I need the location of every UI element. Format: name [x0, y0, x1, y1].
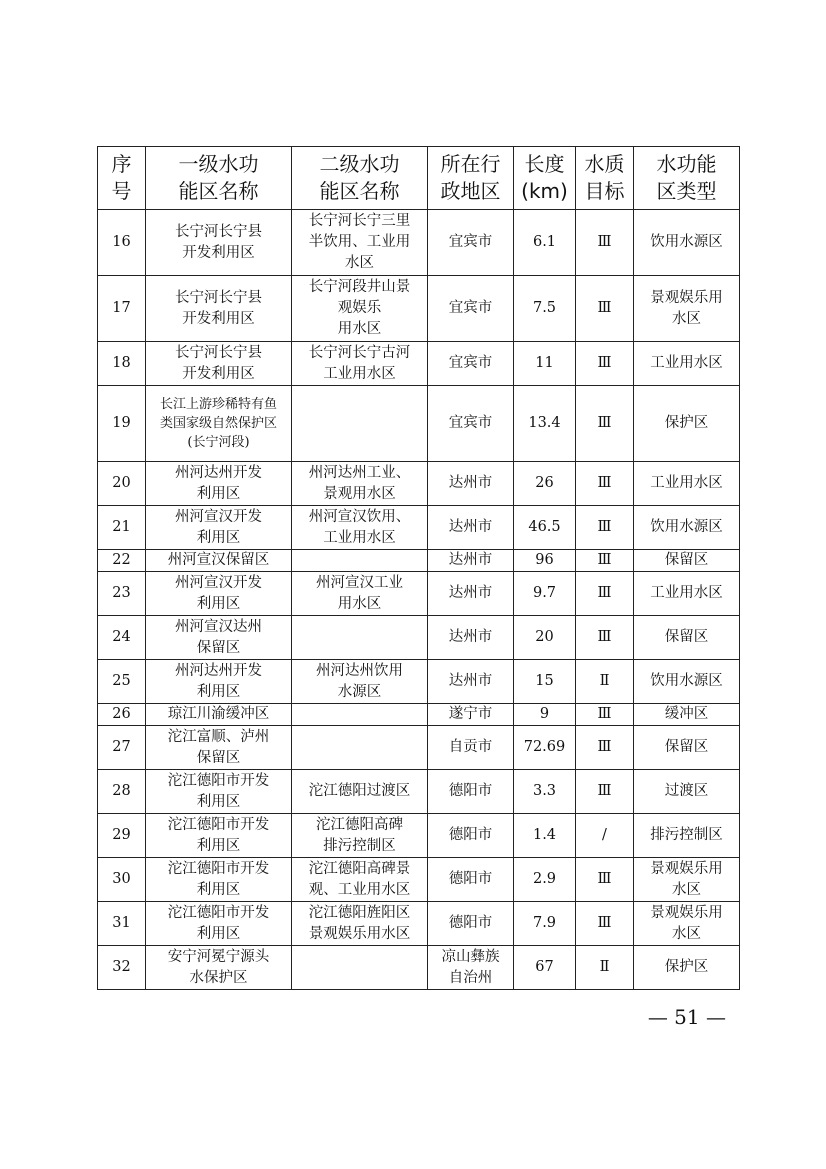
cell-zone-type: 排污控制区: [634, 814, 740, 858]
cell-index: 30: [98, 858, 146, 902]
cell-secondary-zone: 沱江德阳高碑景 观、工业用水区: [292, 858, 428, 902]
cell-water-quality: Ⅲ: [576, 858, 634, 902]
cell-index: 17: [98, 276, 146, 342]
cell-water-quality: Ⅲ: [576, 506, 634, 550]
cell-zone-type: 景观娱乐用 水区: [634, 276, 740, 342]
cell-admin-region: 达州市: [428, 572, 514, 616]
cell-primary-zone: 长宁河长宁县 开发利用区: [146, 276, 292, 342]
cell-secondary-zone: [292, 550, 428, 572]
cell-zone-type: 工业用水区: [634, 462, 740, 506]
cell-length: 72.69: [514, 726, 576, 770]
cell-water-quality: Ⅲ: [576, 616, 634, 660]
table-row: [98, 550, 740, 572]
cell-primary-zone: 长江上游珍稀特有鱼 类国家级自然保护区 (长宁河段): [146, 386, 292, 462]
cell-primary-zone: 州河宣汉开发 利用区: [146, 572, 292, 616]
cell-admin-region: 达州市: [428, 462, 514, 506]
cell-primary-zone: 沱江富顺、泸州 保留区: [146, 726, 292, 770]
table-header-row: [98, 147, 740, 210]
cell-zone-type: 保护区: [634, 946, 740, 990]
cell-admin-region: 德阳市: [428, 814, 514, 858]
cell-primary-zone: 州河宣汉开发 利用区: [146, 506, 292, 550]
cell-zone-type: 过渡区: [634, 770, 740, 814]
cell-water-quality: Ⅱ: [576, 660, 634, 704]
cell-primary-zone: 州河宣汉保留区: [146, 550, 292, 572]
cell-secondary-zone: 州河达州饮用 水源区: [292, 660, 428, 704]
cell-primary-zone: 州河达州开发 利用区: [146, 462, 292, 506]
cell-index: 27: [98, 726, 146, 770]
cell-index: 24: [98, 616, 146, 660]
cell-index: 23: [98, 572, 146, 616]
cell-index: 31: [98, 902, 146, 946]
table-row: [98, 342, 740, 386]
cell-secondary-zone: 沱江德阳旌阳区 景观娱乐用水区: [292, 902, 428, 946]
cell-primary-zone: 州河宣汉达州 保留区: [146, 616, 292, 660]
table-row: [98, 946, 740, 990]
header-secondary-zone: 二级水功 能区名称: [292, 147, 428, 210]
cell-admin-region: 自贡市: [428, 726, 514, 770]
cell-secondary-zone: [292, 704, 428, 726]
cell-zone-type: 工业用水区: [634, 572, 740, 616]
cell-zone-type: 缓冲区: [634, 704, 740, 726]
cell-length: 96: [514, 550, 576, 572]
cell-length: 1.4: [514, 814, 576, 858]
cell-length: 6.1: [514, 210, 576, 276]
table-row: [98, 660, 740, 704]
cell-zone-type: 饮用水源区: [634, 210, 740, 276]
cell-water-quality: Ⅲ: [576, 704, 634, 726]
cell-secondary-zone: 沱江德阳高碑 排污控制区: [292, 814, 428, 858]
cell-secondary-zone: [292, 386, 428, 462]
cell-secondary-zone: 州河宣汉饮用、 工业用水区: [292, 506, 428, 550]
table-row: [98, 210, 740, 276]
cell-index: 28: [98, 770, 146, 814]
cell-index: 26: [98, 704, 146, 726]
cell-zone-type: 保留区: [634, 550, 740, 572]
cell-admin-region: 德阳市: [428, 770, 514, 814]
cell-admin-region: 达州市: [428, 660, 514, 704]
table-row: [98, 276, 740, 342]
cell-admin-region: 宜宾市: [428, 342, 514, 386]
cell-water-quality: /: [576, 814, 634, 858]
cell-secondary-zone: 长宁河长宁三里 半饮用、工业用 水区: [292, 210, 428, 276]
cell-admin-region: 达州市: [428, 616, 514, 660]
table-row: [98, 572, 740, 616]
cell-admin-region: 遂宁市: [428, 704, 514, 726]
cell-water-quality: Ⅲ: [576, 726, 634, 770]
header-water-quality: 水质 目标: [576, 147, 634, 210]
cell-index: 16: [98, 210, 146, 276]
table-row: [98, 814, 740, 858]
cell-length: 9: [514, 704, 576, 726]
cell-primary-zone: 沱江德阳市开发 利用区: [146, 770, 292, 814]
cell-water-quality: Ⅱ: [576, 946, 634, 990]
table-row: [98, 902, 740, 946]
cell-zone-type: 饮用水源区: [634, 506, 740, 550]
cell-index: 29: [98, 814, 146, 858]
cell-primary-zone: 沱江德阳市开发 利用区: [146, 814, 292, 858]
cell-length: 7.5: [514, 276, 576, 342]
cell-water-quality: Ⅲ: [576, 210, 634, 276]
cell-index: 25: [98, 660, 146, 704]
cell-index: 32: [98, 946, 146, 990]
cell-zone-type: 景观娱乐用 水区: [634, 858, 740, 902]
cell-secondary-zone: 州河宣汉工业 用水区: [292, 572, 428, 616]
cell-admin-region: 德阳市: [428, 902, 514, 946]
table-row: [98, 858, 740, 902]
cell-length: 2.9: [514, 858, 576, 902]
cell-water-quality: Ⅲ: [576, 386, 634, 462]
water-function-zone-table: [97, 146, 740, 990]
cell-water-quality: Ⅲ: [576, 276, 634, 342]
cell-water-quality: Ⅲ: [576, 550, 634, 572]
cell-length: 7.9: [514, 902, 576, 946]
cell-admin-region: 达州市: [428, 550, 514, 572]
cell-index: 20: [98, 462, 146, 506]
cell-length: 46.5: [514, 506, 576, 550]
cell-zone-type: 景观娱乐用 水区: [634, 902, 740, 946]
cell-zone-type: 工业用水区: [634, 342, 740, 386]
cell-admin-region: 宜宾市: [428, 276, 514, 342]
cell-secondary-zone: [292, 616, 428, 660]
cell-length: 26: [514, 462, 576, 506]
table-row: [98, 506, 740, 550]
cell-water-quality: Ⅲ: [576, 462, 634, 506]
cell-length: 9.7: [514, 572, 576, 616]
cell-index: 19: [98, 386, 146, 462]
cell-primary-zone: 沱江德阳市开发 利用区: [146, 858, 292, 902]
table-row: [98, 770, 740, 814]
table-row: [98, 726, 740, 770]
header-zone-type: 水功能 区类型: [634, 147, 740, 210]
header-length: 长度 (km): [514, 147, 576, 210]
cell-secondary-zone: 长宁河段井山景 观娱乐 用水区: [292, 276, 428, 342]
cell-secondary-zone: 州河达州工业、 景观用水区: [292, 462, 428, 506]
header-index: 序 号: [98, 147, 146, 210]
cell-admin-region: 达州市: [428, 506, 514, 550]
header-primary-zone: 一级水功 能区名称: [146, 147, 292, 210]
cell-secondary-zone: 长宁河长宁古河 工业用水区: [292, 342, 428, 386]
cell-secondary-zone: [292, 946, 428, 990]
cell-index: 22: [98, 550, 146, 572]
header-admin-region: 所在行 政地区: [428, 147, 514, 210]
cell-length: 67: [514, 946, 576, 990]
cell-primary-zone: 长宁河长宁县 开发利用区: [146, 342, 292, 386]
cell-zone-type: 保护区: [634, 386, 740, 462]
cell-primary-zone: 安宁河冕宁源头 水保护区: [146, 946, 292, 990]
cell-admin-region: 德阳市: [428, 858, 514, 902]
cell-admin-region: 宜宾市: [428, 386, 514, 462]
cell-admin-region: 凉山彝族 自治州: [428, 946, 514, 990]
cell-length: 13.4: [514, 386, 576, 462]
cell-secondary-zone: 沱江德阳过渡区: [292, 770, 428, 814]
table-row: [98, 704, 740, 726]
cell-length: 3.3: [514, 770, 576, 814]
cell-water-quality: Ⅲ: [576, 770, 634, 814]
cell-index: 21: [98, 506, 146, 550]
cell-zone-type: 保留区: [634, 616, 740, 660]
cell-length: 20: [514, 616, 576, 660]
page-number: — 51 —: [647, 1005, 726, 1029]
cell-admin-region: 宜宾市: [428, 210, 514, 276]
cell-water-quality: Ⅲ: [576, 342, 634, 386]
table-row: [98, 462, 740, 506]
cell-length: 11: [514, 342, 576, 386]
cell-primary-zone: 州河达州开发 利用区: [146, 660, 292, 704]
cell-zone-type: 饮用水源区: [634, 660, 740, 704]
cell-primary-zone: 沱江德阳市开发 利用区: [146, 902, 292, 946]
cell-zone-type: 保留区: [634, 726, 740, 770]
cell-length: 15: [514, 660, 576, 704]
table-row: [98, 616, 740, 660]
cell-water-quality: Ⅲ: [576, 902, 634, 946]
cell-water-quality: Ⅲ: [576, 572, 634, 616]
cell-index: 18: [98, 342, 146, 386]
table-row: [98, 386, 740, 462]
cell-secondary-zone: [292, 726, 428, 770]
cell-primary-zone: 长宁河长宁县 开发利用区: [146, 210, 292, 276]
cell-primary-zone: 琼江川渝缓冲区: [146, 704, 292, 726]
